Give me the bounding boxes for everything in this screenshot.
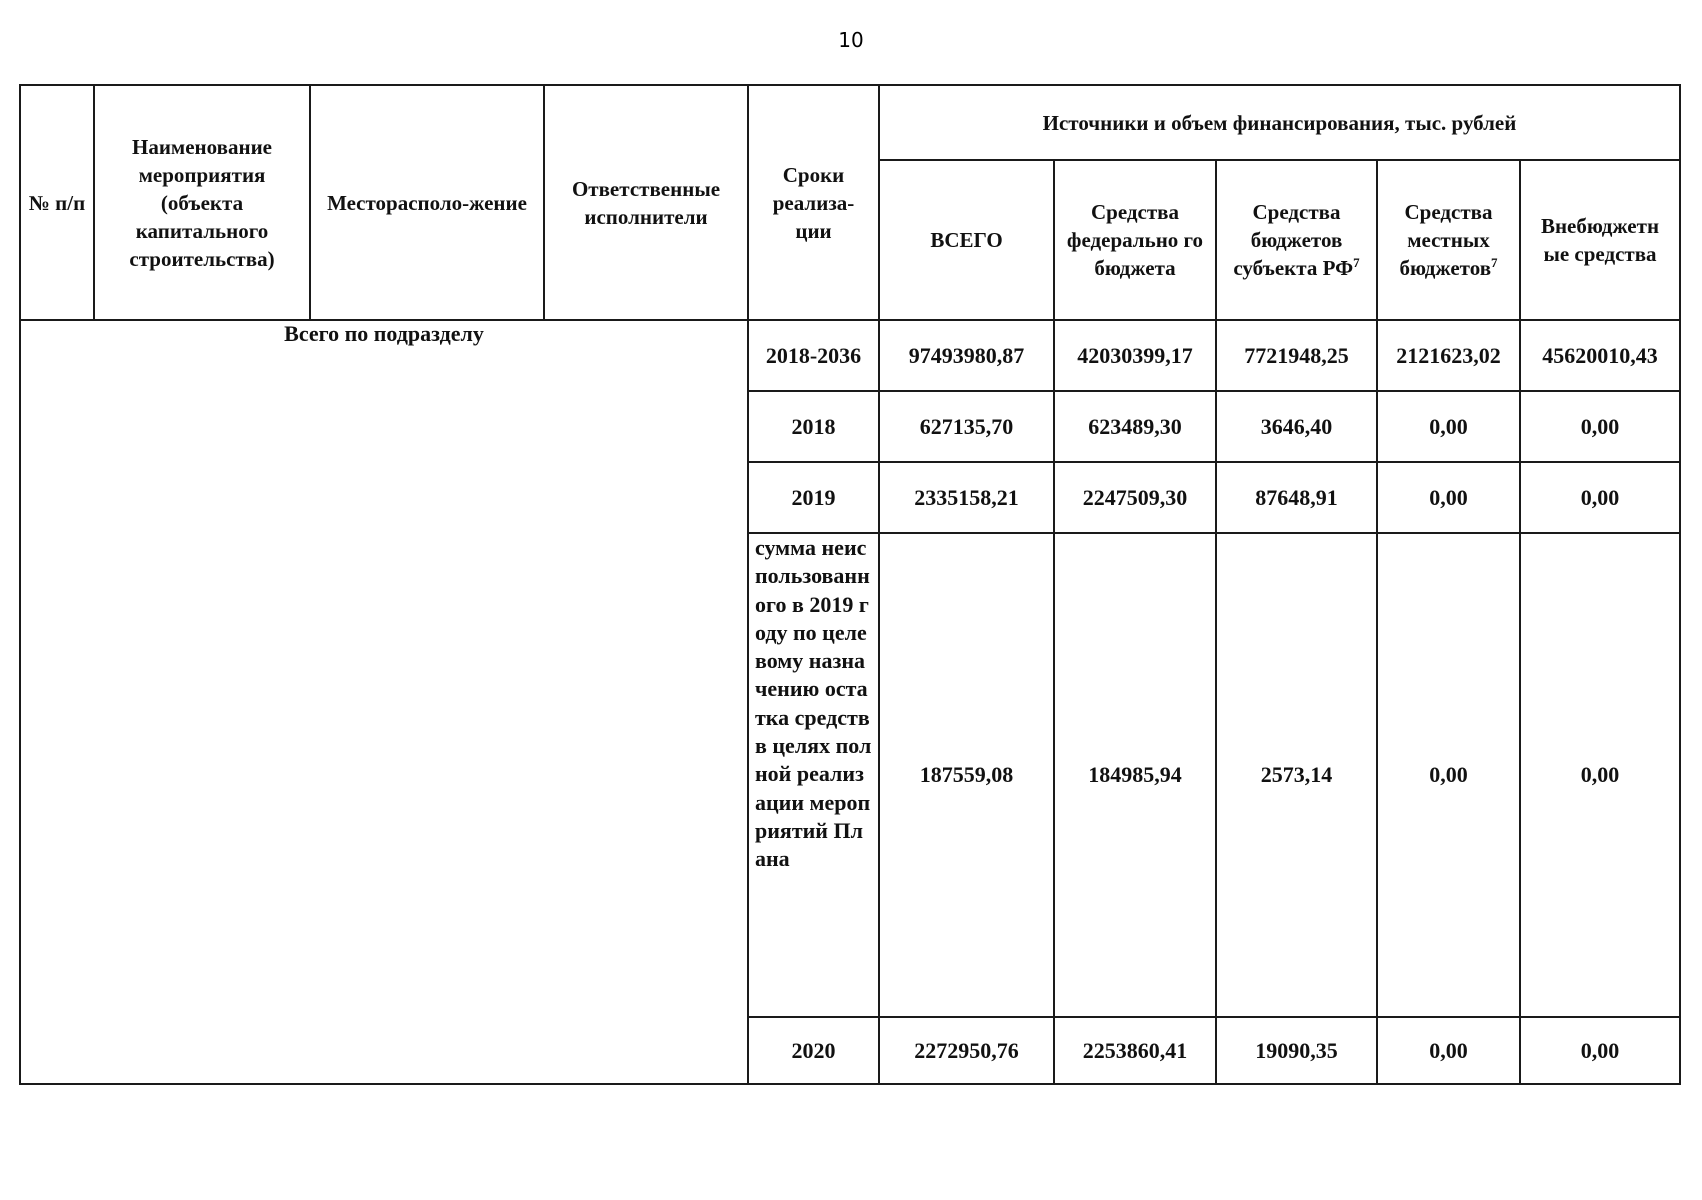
federal-cell: 184985,94 xyxy=(1054,533,1216,1017)
subject-cell: 2573,14 xyxy=(1216,533,1377,1017)
extrabudget-cell: 45620010,43 xyxy=(1520,320,1680,391)
financing-table xyxy=(19,84,1681,1085)
federal-cell: 623489,30 xyxy=(1054,391,1216,462)
federal-cell: 2253860,41 xyxy=(1054,1017,1216,1084)
total-cell: 627135,70 xyxy=(879,391,1054,462)
table-row xyxy=(20,320,1680,391)
header-number: № п/п xyxy=(20,85,94,320)
local-cell: 0,00 xyxy=(1377,1017,1520,1084)
header-local-text: Средства местных бюджетов xyxy=(1399,200,1493,280)
header-name: Наименование мероприятия (объекта капитального строительства) xyxy=(94,85,310,320)
federal-cell: 42030399,17 xyxy=(1054,320,1216,391)
subject-cell: 87648,91 xyxy=(1216,462,1377,533)
header-sources: Источники и объем финансирования, тыс. рублей xyxy=(879,85,1680,160)
header-subject xyxy=(1216,160,1377,320)
local-cell: 0,00 xyxy=(1377,391,1520,462)
local-cell: 0,00 xyxy=(1377,462,1520,533)
subject-cell: 3646,40 xyxy=(1216,391,1377,462)
header-extrabudget: Внебюджетн ые средства xyxy=(1520,160,1680,320)
period-cell: 2018 xyxy=(748,391,879,462)
footnote-marker: 7 xyxy=(1491,255,1498,270)
header-period: Сроки реализа-ции xyxy=(748,85,879,320)
extrabudget-cell: 0,00 xyxy=(1520,533,1680,1017)
header-total: ВСЕГО xyxy=(879,160,1054,320)
local-cell: 0,00 xyxy=(1377,533,1520,1017)
period-cell: сумма неиспользованного в 2019 году по целевому назначению остатка средств в целях полной реализации мероприятий Плана xyxy=(748,533,879,1017)
total-cell: 2272950,76 xyxy=(879,1017,1054,1084)
period-cell: 2019 xyxy=(748,462,879,533)
total-cell: 2335158,21 xyxy=(879,462,1054,533)
total-cell: 97493980,87 xyxy=(879,320,1054,391)
header-federal: Средства федерально го бюджета xyxy=(1054,160,1216,320)
header-subject-text: Средства бюджетов субъекта РФ xyxy=(1233,200,1354,280)
period-cell: 2020 xyxy=(748,1017,879,1084)
subject-cell: 19090,35 xyxy=(1216,1017,1377,1084)
local-cell: 2121623,02 xyxy=(1377,320,1520,391)
header-local xyxy=(1377,160,1520,320)
total-label: Всего по подразделу xyxy=(20,320,748,1084)
extrabudget-cell: 0,00 xyxy=(1520,462,1680,533)
header-responsible: Ответственные исполнители xyxy=(544,85,748,320)
header-location: Месторасполо-жение xyxy=(310,85,544,320)
extrabudget-cell: 0,00 xyxy=(1520,391,1680,462)
footnote-marker: 7 xyxy=(1353,255,1360,270)
page-number: 10 xyxy=(838,28,864,52)
subject-cell: 7721948,25 xyxy=(1216,320,1377,391)
extrabudget-cell: 0,00 xyxy=(1520,1017,1680,1084)
total-cell: 187559,08 xyxy=(879,533,1054,1017)
federal-cell: 2247509,30 xyxy=(1054,462,1216,533)
period-cell: 2018-2036 xyxy=(748,320,879,391)
